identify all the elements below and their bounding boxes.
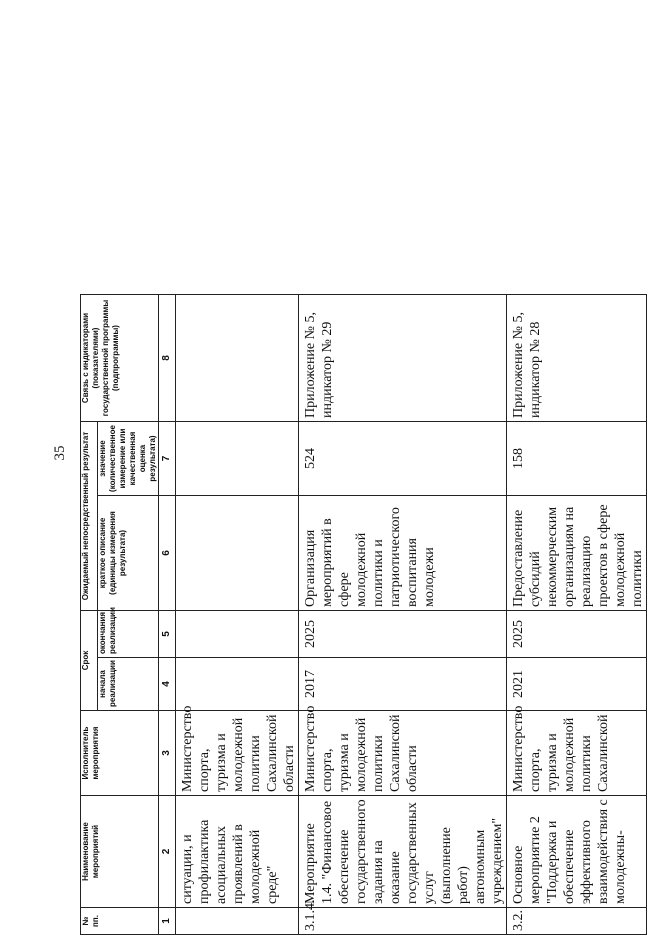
table-row: [299, 295, 507, 935]
cell-desc: Организация мероприятий в сфере молодежной политики и патриотического воспитания молодежи: [299, 496, 507, 611]
column-number: 3: [159, 711, 176, 796]
cell-name: Основное мероприятие 2 "Поддержка и обеспечение эффективного взаимодействия с молодежны-: [507, 796, 647, 908]
cell-name: Мероприятие 1.4. "Финансовое обеспечение государственного задания на оказание государственных услуг (выполнение работ) автономным учреждением": [299, 796, 507, 908]
rotated-table-wrapper: [80, 295, 645, 935]
column-number: 4: [159, 658, 176, 711]
table-header: [81, 295, 176, 935]
cell-executor: Министерство спорта, туризма и молодежной политики Сахалинской области: [299, 711, 507, 796]
cell-end: 2025: [299, 611, 507, 658]
cell-indicator: Приложение № 5, индикатор № 29: [299, 295, 507, 422]
column-number: 6: [159, 496, 176, 611]
table-row: [507, 295, 647, 935]
cell-indicator: Приложение № 5, индикатор № 28: [507, 295, 647, 422]
column-number: 7: [159, 422, 176, 496]
cell-desc: [176, 496, 299, 611]
cell-end: [176, 611, 299, 658]
cell-num: 3.2.: [507, 908, 647, 935]
column-number: 2: [159, 796, 176, 908]
cell-start: [176, 658, 299, 711]
header-result-desc: краткое описание (единицы измерения результата): [98, 496, 159, 611]
column-number: 1: [159, 908, 176, 935]
cell-start: 2021: [507, 658, 647, 711]
column-number: 8: [159, 295, 176, 422]
cell-executor: Министерство спорта, туризма и молодежной политики Сахалинской области: [176, 711, 299, 796]
cell-value: [176, 422, 299, 496]
header-start: начала реализации: [98, 658, 159, 711]
page-number: 35: [52, 445, 68, 461]
cell-end: 2025: [507, 611, 647, 658]
cell-value: 524: [299, 422, 507, 496]
cell-start: 2017: [299, 658, 507, 711]
cell-indicator: [176, 295, 299, 422]
header-name: Наименование мероприятий: [81, 796, 159, 908]
header-result: Ожидаемый непосредственный результат: [81, 422, 98, 611]
header-num: № пп.: [81, 908, 159, 935]
column-number: 5: [159, 611, 176, 658]
header-indicators: Связь с индикаторами (показателями) государственной программы (подпрограммы): [81, 295, 159, 422]
header-period: Срок: [81, 611, 98, 711]
cell-desc: Предоставление субсидий некоммерческим организациям на реализацию проектов в сфере молодежной политики: [507, 496, 647, 611]
table-row: [176, 295, 299, 935]
header-result-value: значение (количественное измерение или качественная оценка результата): [98, 422, 159, 496]
header-end: окончания реализации: [98, 611, 159, 658]
header-executor: Исполнитель мероприятия: [81, 711, 159, 796]
cell-num: [176, 908, 299, 935]
cell-name: ситуации, и профилактика асоциальных проявлений в молодежной среде": [176, 796, 299, 908]
activities-table: [80, 294, 647, 935]
cell-num: 3.1.4.: [299, 908, 507, 935]
cell-value: 158: [507, 422, 647, 496]
cell-executor: Министерство спорта, туризма и молодежной политики Сахалинской: [507, 711, 647, 796]
